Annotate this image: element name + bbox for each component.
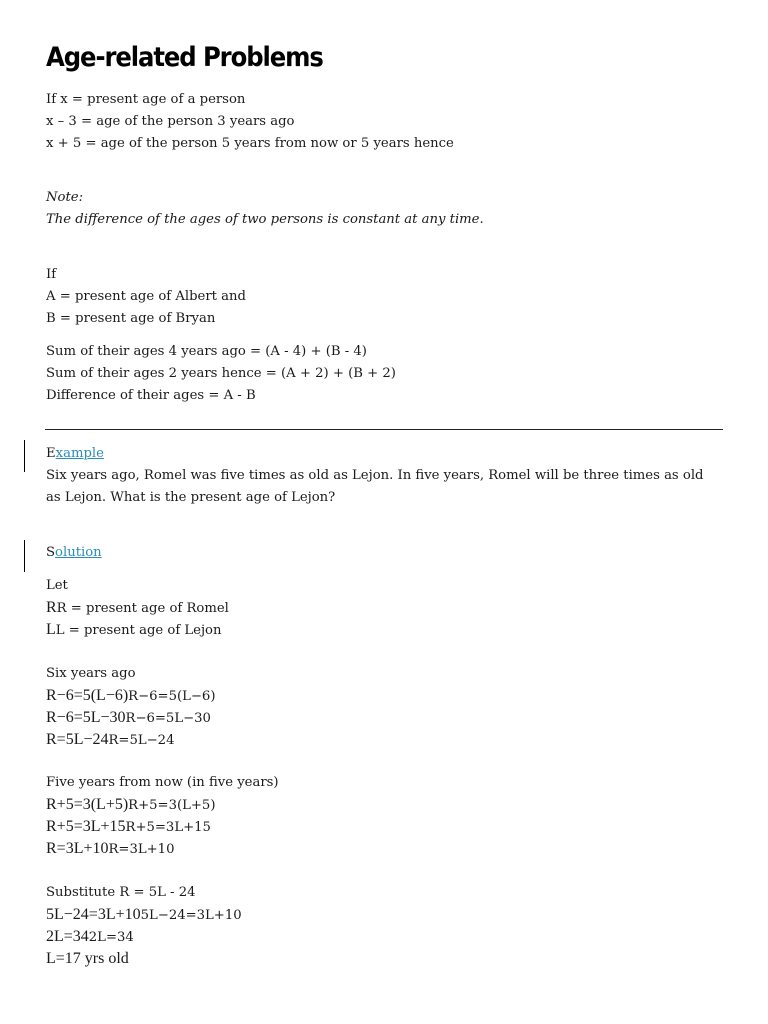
solution-link[interactable]: olution (55, 545, 102, 560)
six-years-label: Six years ago (46, 666, 136, 681)
equation-line (46, 904, 242, 926)
equation-text: R=5L−24 (108, 733, 175, 748)
equation-rendered: R+5=3L+15 (46, 818, 126, 835)
intro-line: If x = present age of a person (46, 92, 246, 107)
equation-rendered: R=5L−24 (46, 731, 109, 748)
text-cursor-marker (24, 540, 25, 572)
page-title: Age-related Problems (46, 42, 323, 73)
note-block (46, 187, 484, 231)
math-r: R (46, 599, 57, 616)
example-link[interactable]: xample (55, 446, 104, 461)
equation-text: R+5=3L+15 (125, 820, 211, 835)
equation-text: 2L=34 (88, 930, 134, 945)
math-l: L (46, 621, 56, 638)
variable-l-definition (46, 619, 229, 641)
answer-line: L=17 yrs old (46, 950, 129, 967)
example-heading-initial: E (46, 446, 56, 461)
text-cursor-marker (24, 440, 25, 472)
five-years-label: Five years from now (in five years) (46, 775, 279, 790)
equation-text: R−6=5(L−6) (128, 689, 216, 704)
variable-r-definition (46, 597, 229, 619)
solution-heading (46, 545, 102, 560)
equation-rendered: 2L=34 (46, 928, 89, 945)
equation-rendered: R=3L+10 (46, 840, 109, 857)
equation-text: 5L−24=3L+10 (140, 908, 242, 923)
example-text: Six years ago, Romel was five times as old as Lejon. In five years, Romel will be three times as old as Lejon. What is the present age of Lejon? (46, 468, 704, 505)
equation-rendered: R−6=5(L−6) (46, 687, 129, 704)
note-label: Note: (46, 190, 84, 205)
sum-line: Sum of their ages 2 years hence = (A + 2) + (B + 2) (46, 366, 396, 381)
let-label: Let (46, 578, 68, 593)
l-definition-text: L = present age of Lejon (55, 623, 222, 638)
intro-line: x + 5 = age of the person 5 years from now or 5 years hence (46, 136, 454, 151)
sum-line: Sum of their ages 4 years ago = (A - 4) + (B - 4) (46, 344, 367, 359)
horizontal-divider (45, 429, 723, 430)
intro-block (46, 89, 454, 155)
definition-line: B = present age of Bryan (46, 311, 216, 326)
equation-line (46, 816, 279, 838)
solution-let-block (46, 575, 229, 641)
definition-line: A = present age of Albert and (46, 289, 246, 304)
equation-text: R=3L+10 (108, 842, 175, 857)
definitions-block (46, 264, 246, 330)
equation-line (46, 707, 215, 729)
equation-text: R+5=3(L+5) (128, 798, 216, 813)
sums-block (46, 341, 396, 407)
r-definition-text: R = present age of Romel (56, 601, 229, 616)
equation-rendered: R+5=3(L+5) (46, 796, 129, 813)
substitution-block (46, 882, 242, 970)
six-years-block (46, 663, 215, 751)
solution-heading-initial: S (46, 545, 56, 560)
equation-text: R−6=5L−30 (125, 711, 211, 726)
note-text: The difference of the ages of two persons is constant at any time. (46, 212, 484, 227)
intro-line: x – 3 = age of the person 3 years ago (46, 114, 295, 129)
example-heading (46, 446, 104, 461)
equation-line (46, 926, 242, 948)
equation-rendered: 5L−24=3L+10 (46, 906, 141, 923)
equation-line (46, 729, 215, 751)
sum-line: Difference of their ages = A - B (46, 388, 256, 403)
substitute-label: Substitute R = 5L - 24 (46, 885, 196, 900)
five-years-block (46, 772, 279, 860)
equation-rendered: R−6=5L−30 (46, 709, 126, 726)
definition-line: If (46, 267, 57, 282)
equation-line (46, 838, 279, 860)
equation-line (46, 685, 215, 707)
equation-line (46, 794, 279, 816)
